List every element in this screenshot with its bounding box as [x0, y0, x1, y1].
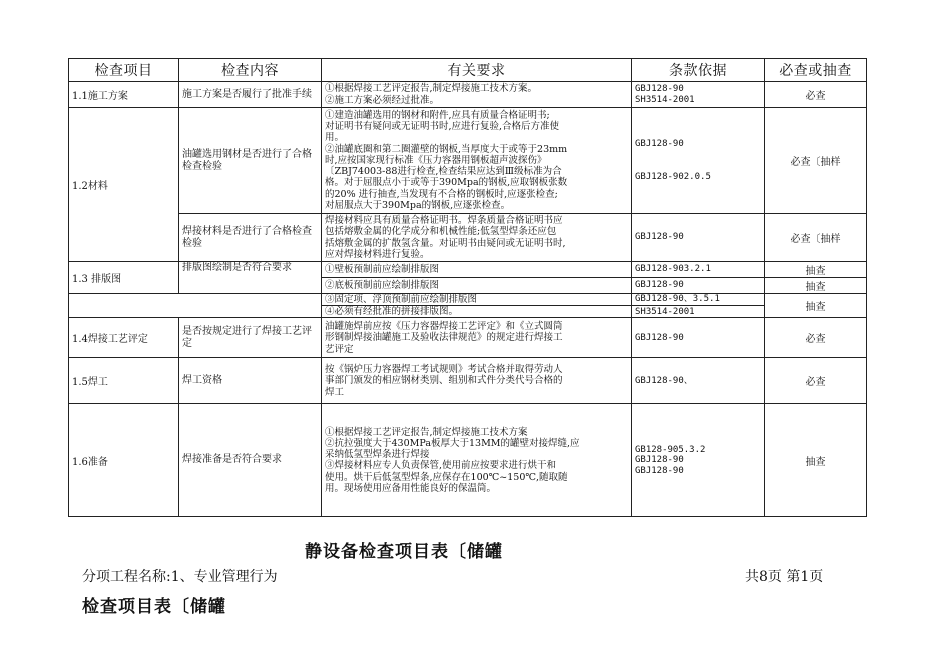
- check-type-cell: 抽查: [765, 262, 867, 278]
- content-cell: 焊接材料是否进行了合格检查检验: [179, 214, 322, 262]
- check-type-cell: 必查: [765, 358, 867, 404]
- content-cell: 排版图绘制是否符合要求: [179, 262, 322, 294]
- requirements-cell: 油罐施焊前应按《压力容器焊接工艺评定》和《立式圆筒 形钢制焊接油罐施工及验收法律规范》的规定进行焊接工 艺评定: [322, 318, 632, 358]
- project-name: 分项工程名称:1、专业管理行为: [82, 569, 278, 585]
- header-item: 检查项目: [69, 59, 179, 82]
- table-row: [69, 318, 867, 358]
- content-cell: 施工方案是否履行了批准手续: [179, 82, 322, 108]
- requirements-cell: ②底板预制前应绘制排版图: [322, 278, 632, 294]
- section-title: 检查项目表〔储罐: [82, 597, 226, 617]
- item-cell: 1.3 排版图: [69, 262, 179, 294]
- inspection-table: [68, 58, 867, 517]
- table-row: [69, 262, 867, 278]
- check-type-cell: 必查: [765, 318, 867, 358]
- header-check-type: 必查或抽查: [765, 59, 867, 82]
- requirements-cell: ①根据焊接工艺评定报告,制定焊接施工技术方案 ②抗拉强度大于430MPa板厚大于13MM的罐壁对接焊缝,应 采纳低氢型焊条进行焊接 ③焊接材料应专人负责保管,使用前应按要求进行烘干和 使用。烘干后低氢型焊条,应保存在100℃~150℃,随取随 用。现场使用应备用性能良好的保温筒。: [322, 404, 632, 517]
- header-requirements: 有关要求: [322, 59, 632, 82]
- table-row: [69, 82, 867, 108]
- content-cell: 焊接准备是否符合要求: [179, 404, 322, 517]
- header-content: 检查内容: [179, 59, 322, 82]
- basis-cell: GBJ128-903.2.1: [632, 262, 765, 278]
- requirements-cell: 按《锅炉压力容器焊工考试规则》考试合格并取得劳动人 事部门颁发的相应钢材类别、组别和式件分类代号合格的 焊工: [322, 358, 632, 404]
- page-count: 共8页 第1页: [745, 569, 824, 585]
- table-row: [69, 294, 867, 306]
- table-row: [69, 358, 867, 404]
- page-title: 静设备检查项目表〔储罐: [305, 542, 503, 562]
- content-cell: 是否按规定进行了焊接工艺评定: [179, 318, 322, 358]
- item-cell: 1.4焊接工艺评定: [69, 318, 179, 358]
- requirements-cell: ①建造油罐选用的钢材和附件,应具有质量合格证明书; 对证明书有疑问或无证明书时,应进行复验,合格后方准使 用。 ②油罐底圈和第二圈灌壁的钢板,当厚度大于或等于23mm 时,应按国家现行标准《压力容器用钢板超声波探伤》 〔ZBJ74003-88进行检查,检查结果应达到Ⅲ级标准为合 格。对于屈服点小于或等于390Mpa的钢板,应取钢板张数 的20% 进行抽查,当发现有不合格的钢板时,应逐张检查; 对屈服点大于390Mpa的钢板,应逐张检查。: [322, 108, 632, 214]
- blank-cell: [69, 294, 322, 318]
- requirements-cell: ①根据焊接工艺评定报告,制定焊接施工技术方案。 ②施工方案必须经过批准。: [322, 82, 632, 108]
- basis-cell: GBJ128-90、3.5.1: [632, 294, 765, 306]
- table-row: [69, 108, 867, 214]
- item-cell: 1.2材料: [69, 108, 179, 262]
- basis-cell: GBJ128-90 GBJ128-902.0.5: [632, 108, 765, 214]
- table-row: [69, 404, 867, 517]
- content-cell: 油罐选用钢材是否进行了合格检查检验: [179, 108, 322, 214]
- check-type-cell: 抽查: [765, 294, 867, 318]
- basis-cell: GBJ128-90、: [632, 358, 765, 404]
- basis-cell: GBJ128-90: [632, 214, 765, 262]
- requirements-cell: ④必须有经批准的拼接排版图。: [322, 306, 632, 318]
- check-type-cell: 抽查: [765, 404, 867, 517]
- item-cell: 1.6准备: [69, 404, 179, 517]
- basis-cell: GBJ128-90: [632, 278, 765, 294]
- requirements-cell: ③固定项、浮顶预制前应绘制排版图: [322, 294, 632, 306]
- check-type-cell: 必查〔抽样: [765, 214, 867, 262]
- check-type-cell: 必查〔抽样: [765, 108, 867, 214]
- basis-cell: GB128-905.3.2 GBJ128-90 GBJ128-90: [632, 404, 765, 517]
- table-header-row: [69, 59, 867, 82]
- basis-cell: GBJ128-90 SH3514-2001: [632, 82, 765, 108]
- check-type-cell: 抽查: [765, 278, 867, 294]
- requirements-cell: 焊接材料应具有质量合格证明书。焊条质量合格证明书应 包括熔敷金属的化学成分和机械性能;低氢型焊条还应包 括熔敷金属的扩散氢含量。对证明书由疑问或无证明书时, 应对焊接材料进行复验。: [322, 214, 632, 262]
- content-cell: 焊工资格: [179, 358, 322, 404]
- header-basis: 条款依据: [632, 59, 765, 82]
- check-type-cell: 必查: [765, 82, 867, 108]
- basis-cell: SH3514-2001: [632, 306, 765, 318]
- table-row: [69, 214, 867, 262]
- requirements-cell: ①壁板预制前应绘制排版图: [322, 262, 632, 278]
- item-cell: 1.5焊工: [69, 358, 179, 404]
- basis-cell: GBJ128-90: [632, 318, 765, 358]
- item-cell: 1.1施工方案: [69, 82, 179, 108]
